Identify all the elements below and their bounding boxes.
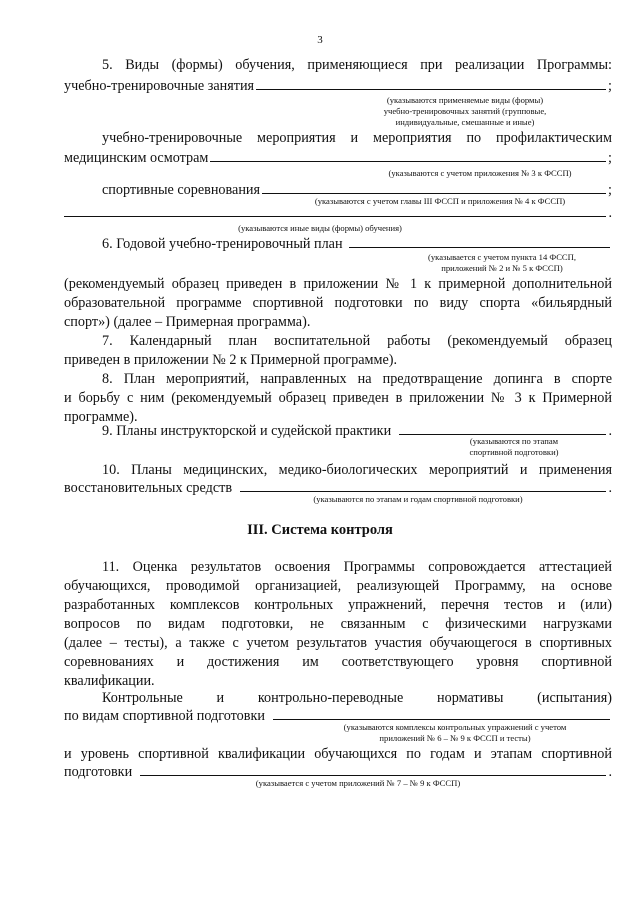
note-line: (указываются применяемые виды (формы) — [386, 95, 544, 105]
item5-title: 5. Виды (формы) обучения, применяющиеся при реализации Программы: — [102, 57, 612, 73]
item7-text-1: 7. Календарный план воспитательной работы (рекомендуемый образец — [102, 333, 612, 349]
item6-text-2: образовательной программе спортивной подготовки по виду спорта «бильярдный — [64, 295, 612, 311]
para11-line-4: вопросов по видам подготовки, не связанным с физическими нагрузками — [64, 616, 612, 632]
item5-training-end: ; — [608, 78, 612, 94]
item5-training-label: учебно-тренировочные занятия — [64, 78, 255, 94]
item9-label: 9. Планы инструкторской и судейской практики — [102, 423, 392, 439]
para11-line-6: соревнованиях и достижения им соответствующего уровня спортивной — [64, 654, 612, 670]
item5-events-title: учебно-тренировочные мероприятия и мероприятия по профилактическим — [102, 130, 612, 146]
para11-line-3: разработанных комплексов контрольных упражнений, перечня тестов и (или) — [64, 597, 612, 613]
item5-competitions-end: ; — [608, 182, 612, 198]
level-label: подготовки — [64, 764, 133, 780]
item8-text-1: 8. План мероприятий, направленных на предотвращение допинга в спорте — [102, 371, 612, 387]
section-heading: III. Система контроля — [247, 522, 393, 538]
item5-events-end: ; — [608, 150, 612, 166]
item5-other-note: (указываются иные виды (формы) обучения) — [238, 223, 402, 233]
norms-line-1: Контрольные и контрольно-переводные нормативы (испытания) — [102, 690, 612, 706]
norms-blank — [273, 706, 610, 720]
item9-blank — [399, 421, 606, 435]
note-line: учебно-тренировочных занятий (групповые, — [383, 106, 547, 116]
page-number: 3 — [317, 34, 323, 46]
item10-note: (указываются по этапам и годам спортивной подготовки) — [313, 494, 523, 504]
item8-text-3: программе). — [64, 409, 138, 425]
item6-note — [404, 252, 600, 274]
item5-other-blank — [64, 203, 606, 217]
item6-text-3: спорт») (далее – Примерная программа). — [64, 314, 311, 330]
level-note: (указывается с учетом приложений № 7 – № 9 к ФССП) — [255, 778, 461, 788]
item5-events-label: медицинским осмотрам — [64, 150, 209, 166]
para11-line-5: (далее – тесты), а также с учетом результатов участия обучающегося в спортивных — [64, 635, 612, 651]
item6-line — [102, 234, 612, 254]
item9-note — [444, 436, 584, 458]
item6-label: 6. Годовой учебно-тренировочный план — [102, 236, 343, 252]
note-line: приложений № 2 и № 5 к ФССП) — [441, 263, 563, 273]
item5-competitions-blank — [262, 180, 606, 194]
note-line: спортивной подготовки) — [469, 447, 559, 457]
item5-events-note: (указываются с учетом приложения № 3 к ФССП) — [388, 168, 572, 178]
item5-competitions-label: спортивные соревнования — [102, 182, 261, 198]
item5-training-blank — [256, 76, 606, 90]
note-line: (указывается с учетом пункта 14 ФССП, — [427, 252, 577, 262]
item5-events-blank — [210, 148, 606, 162]
norms-label: по видам спортивной подготовки — [64, 708, 265, 724]
item5-training-note — [340, 95, 590, 128]
para11-line-7: квалификации. — [64, 673, 155, 689]
item6-text-1: (рекомендуемый образец приведен в приложении № 1 к примерной дополнительной — [64, 276, 612, 292]
item10-end: . — [608, 480, 612, 496]
item5-training-line — [64, 76, 612, 96]
item5-other-end: . — [608, 205, 612, 221]
level-blank — [140, 762, 606, 776]
item10-blank — [240, 478, 606, 492]
item5-competitions-note: (указываются с учетом главы III ФССП и приложения № 4 к ФССП) — [314, 196, 566, 206]
level-end: . — [608, 764, 612, 780]
norms-note — [310, 722, 600, 744]
item10-label: восстановительных средств — [64, 480, 233, 496]
note-line: индивидуальные, смешанные и иные) — [395, 117, 535, 127]
level-line-1: и уровень спортивной квалификации обучающихся по годам и этапам спортивной — [64, 746, 612, 762]
item5-events-line — [64, 148, 612, 168]
note-line: (указываются по этапам — [469, 436, 559, 446]
note-line: приложений № 6 – № 9 к ФССП и тесты) — [379, 733, 531, 743]
item9-end: . — [608, 423, 612, 439]
note-line: (указываются комплексы контрольных упражнений с учетом — [343, 722, 567, 732]
item5-other-line — [64, 203, 612, 223]
para11-line-2: обучающихся, проводимой организацией, реализующей Программу, на основе — [64, 578, 612, 594]
item7-text-2: приведен в приложении № 2 к Примерной программе). — [64, 352, 398, 368]
item6-blank — [349, 234, 610, 248]
para11-line-1: 11. Оценка результатов освоения Программы сопровождается аттестацией — [102, 559, 612, 575]
item8-text-2: и борьбу с ним (рекомендуемый образец приведен в приложении № 3 к Примерной — [64, 390, 612, 406]
item10-text-1: 10. Планы медицинских, медико-биологических мероприятий и применения — [102, 462, 612, 478]
